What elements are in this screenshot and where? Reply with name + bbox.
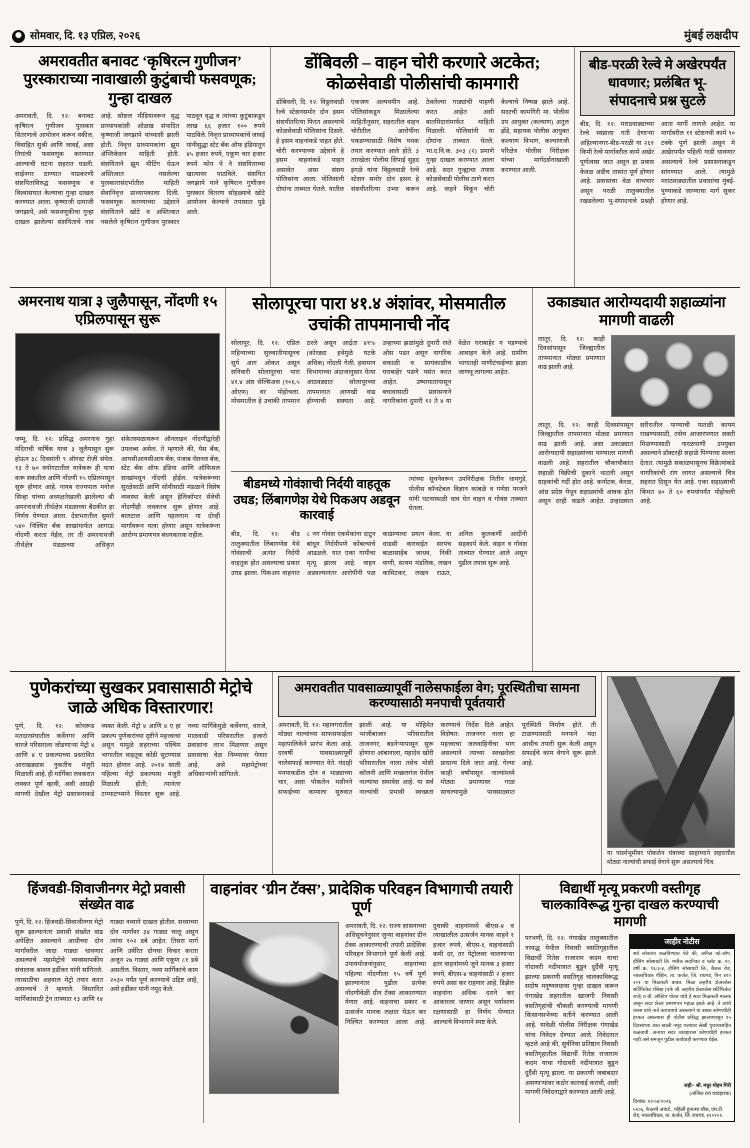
article-dombivli-body: डोंबिवली, दि. १२: विठ्ठलवाडी रेल्वे स्टेशनसमोर दोन इसम संशयीतरित्या फिरत असल्याचे कोळसेवाडी पोलिसांना दिसले. हे इसम वाहनांकडे पाहत होते. चोरी करण्याच्या उद्देशाने हे इसम वाहनांकडे पाहत असावेत असा संशय पोलिसांना आला. पोलिसांनी दोघांना ताब्यात घेतले. यातील एकजण अल्पवयीन आहे. पोलिसांकडून मिळालेल्या माहितीनुसार, शहरातील वाहन चोरीतील आरोपींना पकडण्यासाठी विशेष पथक तयार करण्यात आले होते. ३ तारखेला पोलीस शिपाई सुहद इंगळे यांना विठ्ठलवाडी रेल्वे स्टेशन समोर दोन इसम हे संशयीतरित्या उभ्या करून ठेवलेल्या गाड्यांची पाहणी करत आहेत अशी बातमिदारांमार्फत माहिती मिळाली. पोलिसांनी या दोघांना ताब्यात घेतले. भा.द.वि.क. ३०३ (२) प्रमाणे गुन्हा दाखल करण्यात आला आहे. सदर गुन्ह्याचा तपास कोळसेवाडी पोलीस ठाणे करत आहे. वाहने विकून चोरी केल्याचे निष्पन्न झाले आहे. सदरची कामगिरी मा. पोलीस उप आयुक्त (कल्याण) अतुल झेंडे, सहायक पोलीस आयुक्त कल्याण विभाग, कल्याणजी परिक्षेत्र पोलीस निरीक्षक यांच्या मार्गदर्शनाखाली करण्यात आली. xyxy=(276,99,569,193)
nalesafai-photo-column xyxy=(601,672,740,874)
public-notice-date: दिनांक: १२/०४/२०२६ xyxy=(633,1100,672,1106)
nalesafai-photo-caption: या पार्श्वभूमीवर पोकलेन यंत्राच्या साहाय्याने शहरातील मोठ्या नाल्यांची सफाई वेगाने सुरू असल्याचे चित्र. xyxy=(607,850,735,866)
article-pune-metro-body: पुणे, दि. १२: कोथरूड मतदारसंघातील कर्वेनगर आणि वारजे परिसराला जोडणाऱ्या मेट्रो ४ आणि ४ ए प्रकल्पाच्या प्रस्तावित आराखड्यास नुकतीच मंजुरी मिळाली आहे. ही मार्गिका लवकरात लवकर पूर्ण व्हावी, अशी आग्रही मागणी देखील मेट्रो प्रशासनाकडे व्यक्त केली. मेट्रो ४ आणि ४ ए हा प्रकल्प पुणेकरांच्या दृष्टीने महत्त्वाचा असून यामुळे शहराच्या पश्चिम भागातील वाहतूक कोंडी सुटण्यास मदत होणार आहे. २०१४ साली पहिल्या मेट्रो प्रकल्पास मंजुरी मिळाली होती; त्यानंतर टप्प्याटप्प्याने विस्तार सुरू आहे. नव्या मार्गिकेमुळे कर्वेनगर, वारजे, माळवाडी परिसरातील हजारो प्रवाशांना लाभ मिळणार असून प्रवासाचा वेळ निम्म्यावर येणार आहे, असे महामेट्रोच्या अधिकाऱ्यांनी सांगितले. xyxy=(15,723,267,798)
article-govansh xyxy=(231,471,527,671)
article-award-fraud-body: अमरावती, दि. १२: बनावट कृषिरत्न गुणीजन पुरस्कार वितरणाचे आयोजन करून वकील, विवाहित सुश्री आणि जावई, अशा तिघांची फसवणूक करण्यात आल्याची घटना शहरात घडली. साईनगर ठाण्यात याप्रकरणी संशयिताविरुद्ध फसवणूक व विश्वासघात केल्याचा गुन्हा दाखल करण्यात आला. कृष्णाजी दामाजी जगझापे, असे फसवणूकीचा गुन्हा दाखल झालेल्या संशयिताचे नाव आहे. सोशल मीडियावरून वृद्ध प्राध्यापकांशी ओळख संपादित कृष्णाजी जगझापे यांच्याशी झाली होती. निवृत्त प्राध्यापकांना झूम ॲप्लिकेशन माहिती होती. संशयिताने झूम मीटिंग घेऊन अस्तित्वात नसलेल्या पुरस्कारासंदर्भातील माहिती सेवानिवृत्त प्राध्यापकाला दिली. फसवणूक करण्याच्या उद्देशाने संशयिताने खोटे व अस्तित्वात नसलेले कृषिरत्न गुणीजन पुरस्कार पाठवून वृद्ध व त्यांच्या कुटुंबाकडून लाख ६६ हजार १०० रुपये पाठविले. निवृत्त प्राध्यापकांचे जावई यांनीसुद्धा स्टेट बँक ऑफ इंडियातून ४५ हजार रुपये, एकूण चार हजार रुपये फोन पे ने संशयिताच्या खात्यावर पाठविले. संशयित जगझापे याने कृषिरत्न गुणीजन पुरस्कार वितरण सोहळ्याचे खोटे आयोजन केल्याचे तपासात पुढे आले. xyxy=(15,112,265,226)
newspaper-logo-icon: ✺ xyxy=(12,30,25,43)
article-hinjawadi-body: पुणे, दि. १२: हिंजवडी-शिवाजीनगर मेट्रो सुरू झाल्यानंतर प्रवासी संख्येत वाढ अपेक्षित असल्याने आधीच्या दोन मार्गांवरील जादा गाड्या धावणार असल्याचे महामेट्रोचे व्यवस्थापकीय संचालक श्रावण हर्डीकर यांनी सांगितले. त्यासाठीचा अहवाल मेट्रो तयार करत असल्याचे ते म्हणाले. विस्तारित मार्गिकांसाठी ट्रेन ताफ्यात १३ आणि १४ गाड्या नव्याने दाखल होतील. सध्याच्या दोन मार्गांवर ३४ गाड्या चालू असून त्यांना १०२ डबे आहेत. तिसरा मार्ग आणि उर्वरित दोनचा विचार करता अजून २७ गाड्या आणि एकूण ८१ डबे असतील. विस्तार, नव्या मार्गिकांचे काम २०३० पर्यंत पूर्ण करण्याचे उद्दिष्ट आहे, असे हर्डीकर यांनी नमूद केले. xyxy=(15,918,198,1003)
article-nalesafai-headline-box xyxy=(278,676,596,717)
article-shahali-lead: लातूर, दि. १२: काही दिवसांपासून जिल्ह्यातील तापमानात मोठ्या प्रमाणात वाढ झाली आहे. xyxy=(538,335,605,372)
article-govansh-body: बीड, दि. १२: बीड तालुक्यातील लिंबागणेश येथे गोवंशाची अत्यंत निर्दयी वाहतूक होत असल्याचा प्रकार उघड झाला. पिकअप वाहनात ८ नग गोवंश एकमेकांना दाटून बांधून निर्दयीपणे कोंबल्याचे आढळले. यात एका गायीचा मृत्यू झाला आहे. वाहन अडवल्यानंतर आरोपींनी पळ काढण्याचा प्रयत्न केला. या धाडसी कारवाईत सरपंच बाळासाहेब जाधव, निकी वाणी, सत्यम मंडलिक, लखन कामिटकर, लखन राऊत, अनिल कुलकर्णी आदींनी सहकार्य केले. वाहन व गोवंश ताब्यात घेण्यात आले असून पुढील तपास सुरू आहे. xyxy=(231,531,527,577)
section-middle xyxy=(10,288,740,672)
article-shahali-body: लातूर, दि. १२: काही दिवसांपासून जिल्ह्यातील तापमानात मोठ्या प्रमाणात वाढ झाली आहे. अशा उकाड्यात आरोग्यदायी शहाळ्यांच्या पाण्याला मागणी वाढली आहे. शहरातील चौकाचौकांत शहाळी विक्रीची दुकाने थाटली असून ग्राहकांची गर्दी होत आहे. कर्नाटक, केरळ, आंध्र प्रदेश येथून शहाळ्यांची आवक होत असून दरही वाढले आहेत. उन्हाळ्यात शरीरातील पाण्याची पातळी कायम राखण्यासाठी, तसेच आजारपणात शक्ती मिळण्यासाठी नारळपाणी उपयुक्त असल्याने डॉक्टरही शहाळे पिण्याचा सल्ला देतात. त्यामुळे सकाळपासूनच विक्रेत्यांकडे नागरिकांची रांग लागत असल्याचे चित्र शहरात दिसून येत आहे. एका शहाळ्याची किंमत ४० ते ६० रुपयांपर्यंत पोहोचली आहे. xyxy=(538,421,735,506)
article-award-fraud-headline: अमरावतीत बनावट ‘कृषिरत्न गुणीजन’ पुरस्काराच्या नावाखाली कुटुंबाची फसवणूक; गुन्हा दाखल xyxy=(23,54,257,107)
masthead xyxy=(10,28,740,47)
article-govansh-headline: बीडमध्ये गोवंशाची निर्दयी वाहतूक उघड; लिंबागणेश येथे पिकअप अडवून कारवाई xyxy=(233,477,401,522)
article-dombivli-headline: डोंबिवली – वाहन चोरी करणारे अटकेत; कोळसेवाडी पोलीसांची कामगारी xyxy=(304,53,541,93)
article-pune-metro-headline: पुणेकरांच्या सुखकर प्रवासासाठी मेट्रोचे जाळे अधिक विस्तारणार! xyxy=(29,678,253,718)
article-amarnath-headline: अमरनाथ यात्रा ३ जुलैपासून, नोंदणी १५ एप्रिलपासून सुरू xyxy=(17,294,218,328)
article-dombivli xyxy=(270,47,574,287)
article-solapur-body: सोलापूर, दि. १२: एप्रिल महिन्याच्या सुरुवातीपासूनच सूर्य आग ओकत असून शनिवारी सोलापूरचा पारा ४१.४ अंश सेल्सिअस (१०६.५ ओएफ) वर पोहोचला. मोसमातील हे उचांकी तापमान ठरले असून आर्द्रता ४१% (कोरड्या हवेमुळे घटके अधिक) नोंदली गेली. हवामान विभागाच्या अंदाजानुसार येत्या आठवड्यात सोलापूरच्या तापमानात आणखी वाढ होण्याची शक्यता आहे. उन्हाच्या झळांमुळे दुपारी रस्ते ओस पडत असून नागरिक सकाळी व सायंकाळीच घराबाहेर पडणे पसंत करत आहेत. उष्माघातापासून बचावासाठी प्रशासनाने नागरिकांना दुपारी १२ ते ४ या वेळेत घराबाहेर न पडण्याचे आवाहन केले आहे. ग्रामीण भागातही पाणीटंचाईच्या झळा जाणवू लागल्या आहेत. xyxy=(231,340,527,406)
public-notice-body: सर्व लोकांना कळविण्यात येते की, अनिल को-ऑप. हौसिंग सोसायटी लि. मधील सदनिका व प्लॉट क्र. १०, वर्षी क्र. १६/३-४, हौसिंग सोसायटी लि., बैजल रोड, नवलाचिवल पॅव्हिन, ता. कर्जत, जि. रायगड, पिन ४१० २०१ या मिळकती बाबत. मिळा लहरीच शेअरलेस सर्टिफिकेट रसिद्या (एके जी. लहरीच शेअरलेस सर्टिफिकेट राजे) व बी. ऑस्टिन पोवत यांचे हे सदर मिळकती मालक असून सदर शेअर प्रमाणपत्र गहाळ झाले आहे. ते त्यांचे वारस यांचे नावे करावयाचे असल्याने या बाबत कोणाचीही हरकत असल्यास ही नोटीस प्रसिद्ध झाल्यापासून १५ दिवसांच्या आत खाली नमूद पत्त्यावर लेखी पुराव्यासहित कळवावी. अन्यथा सदर व्यवहारास कोणाचीही हरकत नाही असे समजून पुढील कार्यवाही करण्यात येईल. xyxy=(633,952,731,1043)
article-shahali xyxy=(532,288,740,671)
article-shahali-headline: उकाड्यात आरोग्यदायी शहाळ्यांना मागणी वाढली xyxy=(547,295,726,330)
article-pune-metro xyxy=(10,672,272,874)
article-hinjawadi xyxy=(10,875,203,1123)
article-green-tax-body: अमरावती, दि. १२: राज्य शासनाच्या अधिसूचनेनुसार जुन्या वाहनांवर ग्रीन टॅक्स आकारण्याची तयारी प्रादेशिक परिवहन विभागाने पूर्ण केली आहे. उपाययोजनांनुसार, वाहनांच्या पहिल्या नोंदणीला १५ वर्षे पूर्ण झाल्यानंतर पुढील प्रत्येक नोंदणीवेळी ग्रीन टॅक्स आकारण्यात येणार आहे. वाहनाचा प्रकार व उत्सर्जन मानक लक्षात घेऊन कर निश्चित करण्यात आला आहे. दुचाकी वाहनांमध्ये बीएस-४ व त्याखालील उत्सर्जन मानक वाहने १ हजार रुपये, बीएस-६ वाहनांसाठी कमी दर, तर पेट्रोलवर चालणाऱ्या इतर वाहनांमध्ये जुने मानक ३ हजार रुपये, बीएस-४ वाहनांसाठी २ हजार रुपये असा कर राहणार आहे. डिझेल वाहनांना अधिक दराने कर आकारला जाणार असून पर्यावरण रक्षणासाठी हा निर्णय घेण्यात आल्याचे विभागाने स्पष्ट केले. xyxy=(345,922,514,1026)
vehicle-exhaust-traffic-photo xyxy=(209,922,339,1094)
article-beed-parli-headline-box xyxy=(580,51,735,116)
article-amarnath-body: जम्मू, दि. १२: प्रसिद्ध अमरनाथ गुहा मंदिराची वार्षिक यात्रा ३ जुलैपासून सुरू होऊन ३८ दिवसांनी ९ ऑगस्ट रोजी संपेल. १३ ते ७० वयोगटातील यात्रेकरू ही यात्रा करू शकतील आणि नोंदणी १५ एप्रिलपासून सुरू होणार आहे. नायब राज्यपाल मनोज सिन्हा यांच्या अध्यक्षतेखाली झालेल्या श्री अमरनाथजी तीर्थक्षेत्र मंडळाच्या बैठकीत हा निर्णय घेण्यात आला. देशभरातील सुमारे ५४० निश्चित बँक शाखांमार्फत आगाऊ नोंदणी करता येईल, तर ती अमरनाथजी तीर्थक्षेत्र मंडळाच्या अधिकृत संकेतस्थळावरून ऑनलाइन नोंदणीद्वारेही उपलब्ध असेल. ते म्हणाले की, येस बँक, आयसीआयसीआय बँक, पंजाब नॅशनल बँक, स्टेट बँक ऑफ इंडिया आणि ऑफिसल शाखांमधून नोंदणी होईल. यात्रेकरूंच्या सुरक्षेसाठी आणि सोयीसाठी मंडळाने विशेष व्यवस्था केली असून हेलिकॉप्टर सेवेची नोंदणीही लवकरच सुरू होणार आहे. बालटाल आणि पहलगाम या दोन्ही मार्गांवरून यात्रा होणार असून यात्रेकरूंना आरोग्य प्रमाणपत्र बंधनकारक राहील. xyxy=(15,436,220,550)
drain-cleaning-excavator-photo xyxy=(607,676,735,848)
article-govansh-side-text: त्यांच्या सूचनेवरून उपनिरीक्षक नितीन धायगुडे, पोलीस कॉन्स्टेबल विज्ञान कांबळे व गणेश परजने यांनी घटनास्थळी धाव घेत वाहन व गोवंश ताब्यात घेतला. xyxy=(408,476,527,513)
article-nalesafai xyxy=(272,672,601,874)
masthead-date-line xyxy=(12,29,140,43)
newspaper-page xyxy=(10,0,740,1148)
article-beed-parli-headline: बीड-परळी रेल्वे मे अखेरपर्यंत धावणार; प्रलंबित भू-संपादनाचे प्रश्न सुटले xyxy=(588,57,727,109)
middle-column xyxy=(225,288,532,671)
article-green-tax xyxy=(203,875,519,1123)
article-nalesafai-body: अमरावती, दि. १२: महानगरातील मोठ्या नाल्यांच्या साफसफाईला महापालिकेने प्रारंभ केला आहे. दरवर्षी पावसाळ्यापूर्वी नालेसफाई करण्यात येते. यंदाही मनपाकडील दोन व भाड्याच्या चार, अशा पोकलेन मशीनने सफाईच्या कामाला सुरुवात झाली आहे. या मोहिमेत भाजीबाजार परिसरातील ताजनगर, बडनेऱ्यापासून सुरू होणारा आंबानाला, महादेव खोरी परिसरातील नाला तसेच मोशी कॉलनी आणि मच्छलगंज येथील नाल्यांचा समावेश आहे. या सर्व नाल्यांची प्रभावी स्वच्छता करण्याचे निर्देश दिले आहेत. विशेषत: ताजनगर नाला हा महत्त्वाचा जलवाहिनीचा भाग असल्याने त्याच्या स्वच्छतेला प्राधान्य दिले जात आहे. गेल्या काही वर्षांपासून नाल्यांमध्ये मोठ्या प्रमाणावर गाळ साचल्यामुळे पावसाळ्यात पूरस्थिती निर्माण होते. ती टाळण्यासाठी मनपाने यंदा आधीच तयारी सुरू केली असून सफाईचे काम वेगाने सुरू झाले आहे. xyxy=(278,721,596,796)
article-hinjawadi-headline: हिंजवडी-शिवाजीनगर मेट्रो प्रवासी संख्येत वाढ xyxy=(27,881,186,913)
article-beed-parli-body: बीड, दि. १२: मराठवाड्याच्या रेल्वे स्वप्नाला गती देणाऱ्या अहिल्यानगर-बीड-परळी या २६१ किमी रेल्वे मार्गावरील कामे अखेर पूर्णत्वास जात असून हा प्रवास केवळ अडीच तासांत पूर्ण होणार आहे. प्रवासाचा वेळ वाचणार असून परळी तालुक्यातील रखडलेल्या भू-संपादनाचे प्रश्नही आता मार्गी लागले आहेत. या मार्गावरील ११ स्टेशनची कामे ९० टक्के पूर्ण झाली असून मे अखेरपर्यंत पहिली गाडी धावणार असल्याचे रेल्वे प्रशासनाकडून सांगण्यात आले. त्यामुळे मराठवाड्यातील प्रवाशांचा मुंबई-पुण्याकडे जाण्याचा मार्ग सुकर होणार आहे. xyxy=(580,120,735,205)
tender-coconut-photo xyxy=(611,335,735,417)
article-green-tax-headline: वाहनांवर ‘ग्रीन टॅक्स’, प्रादेशिक परिवहन विभागाची तयारी पूर्ण xyxy=(210,882,513,917)
section-lower-middle xyxy=(10,672,740,875)
section-top xyxy=(10,47,740,288)
public-notice-address: ५१०६, फेअरवे अपार्ट., पहिली हुतात्मा चौक, एम.टी. रोड, नवलाचिवल, ता. कर्जत, जि. रायगड, ४१०२०१. xyxy=(633,1108,724,1120)
article-award-fraud xyxy=(10,47,270,287)
public-notice-box xyxy=(629,934,735,1122)
public-notice-signatory-role: (अजिल राव व्यवहारक) xyxy=(689,1092,731,1098)
article-solapur-headline: सोलापूरचा पारा ४१.४ अंशांवर, मोसमातील उचांकी तापमानाची नोंद xyxy=(252,294,506,334)
section-bottom xyxy=(10,875,740,1123)
article-student-death-body: परभणी, दि. १२: गंगाखेड तालुक्यातील नरवद्ध येथील निवासी वसतिगृहातील विद्यार्थी रितेश राजाराम कदम याचा गोदावरी नदीपात्रात बुडून दुर्दैवी मृत्यू झाल्या प्रकरणी वसतिगृह चालकाविरूद्ध सदोष मनुष्यवधाचा गुन्हा दाखल करून गंगाखेड शहरातील खाजगी निवासी वसतिगृहांची चौकशी करण्याची मागणी किसानसभेच्या वतीने करण्यात आली आहे. यावेळी पोलीस निरीक्षक गंगाखेड यांना निवेदन देण्यात आले. निवेदनात म्हटले आहे की, सुर्यनिवा प्रतिष्ठान निवासी वसतिगृहातील विद्यार्थी रितेश राजाराम कदम याचा गोदावरी नदीपात्रात बुडून दुर्दैवी मृत्यू झाला. या प्रकरणी जबाबदार असणाऱ्यांवर कठोर कारवाई करावी, अशी मागणी निवेदनाद्वारे करण्यात आली आहे. xyxy=(525,935,618,1097)
amarnath-cave-photo xyxy=(15,333,220,431)
date-line-text: सोमवार, दि. १३ एप्रिल, २०२६ xyxy=(30,31,141,42)
article-beed-parli xyxy=(574,47,740,287)
article-student-death xyxy=(519,875,740,1123)
public-notice-signature: सही/- श्री. मधुर मोहन गिरी xyxy=(684,1084,731,1090)
article-student-death-headline: विद्यार्थी मृत्यू प्रकरणी वस्तीगृह चालकाविरूद्ध गुन्हा दाखल करण्याची मागणी xyxy=(541,881,719,929)
public-notice-title: जाहीर नोटीस xyxy=(630,935,734,949)
article-amarnath xyxy=(10,288,225,671)
newspaper-brand: मुंबई लक्षदीप xyxy=(684,30,738,42)
article-solapur xyxy=(231,294,527,467)
article-nalesafai-headline: अमरावतीत पावसाळ्यापूर्वी नालेसफाईला वेग; पूरस्थितीचा सामना करण्यासाठी मनपाची पूर्वतयारी xyxy=(294,681,580,711)
